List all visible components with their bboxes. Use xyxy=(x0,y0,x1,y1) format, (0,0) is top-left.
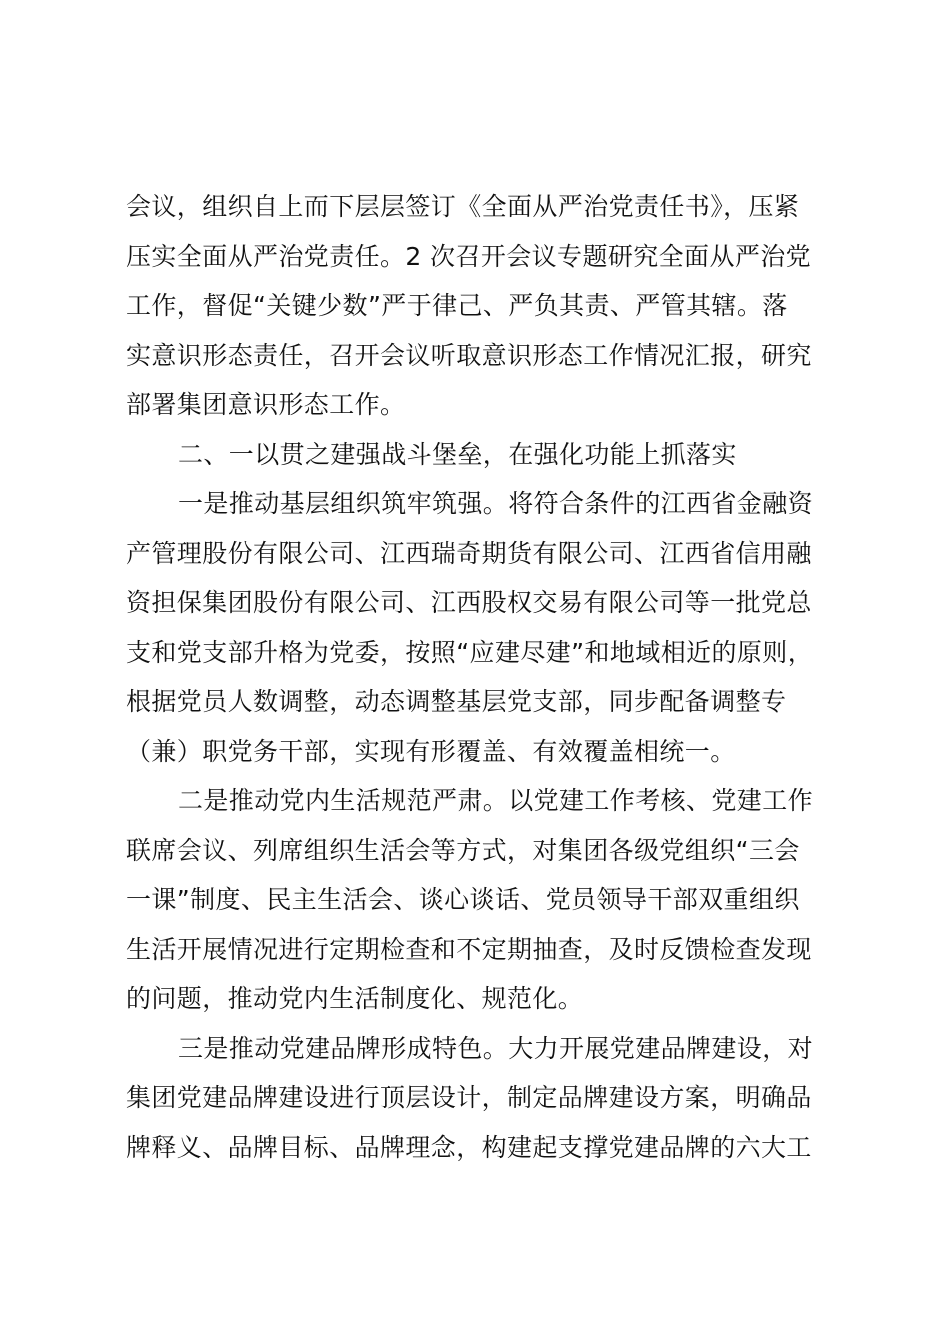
text-line: 产管理股份有限公司、江西瑞奇期货有限公司、江西省信用融 xyxy=(126,538,812,568)
text-line: 生活开展情况进行定期检查和不定期抽查，及时反馈检查发现 xyxy=(126,934,812,964)
text-line: 实意识形态责任，召开会议听取意识形态工作情况汇报，研究 xyxy=(126,340,812,370)
text-line: 资担保集团股份有限公司、江西股权交易有限公司等一批党总 xyxy=(126,588,812,617)
text-line: 支和党支部升格为党委，按照“应建尽建”和地域相近的原则， xyxy=(126,637,814,667)
text-line: 牌释义、品牌目标、品牌理念，构建起支撑党建品牌的六大工 xyxy=(126,1132,812,1162)
text-line: 一课”制度、民主生活会、谈心谈话、党员领导干部双重组织 xyxy=(126,885,800,914)
text-line: 根据党员人数调整，动态调整基层党支部，同步配备调整专 xyxy=(126,687,787,716)
text-line: （兼）职党务干部，实现有形覆盖、有效覆盖相统一。 xyxy=(126,736,736,766)
text-line: 会议，组织自上而下层层签订《全面从严治党责任书》，压紧 xyxy=(126,192,800,221)
body-text xyxy=(126,182,858,1172)
paragraph-first-line: 二是推动党内生活规范严肃。以党建工作考核、党建工作 xyxy=(178,786,814,815)
text-line: 部署集团意识形态工作。 xyxy=(126,390,406,419)
section-heading: 二、一以贯之建强战斗堡垒，在强化功能上抓落实 xyxy=(178,439,737,469)
text-line: 工作，督促“关键少数”严于律己、严负其责、严管其辖。落 xyxy=(126,291,788,320)
text-line: 联席会议、列席组织生活会等方式，对集团各级党组织“三会 xyxy=(126,835,800,865)
text-line: 的问题，推动党内生活制度化、规范化。 xyxy=(126,984,584,1013)
text-line: 集团党建品牌建设进行顶层设计，制定品牌建设方案，明确品 xyxy=(126,1083,812,1112)
text-line: 压实全面从严治党责任。2 次召开会议专题研究全面从严治党 xyxy=(126,241,812,271)
paragraph-first-line: 一是推动基层组织筑牢筑强。将符合条件的江西省金融资 xyxy=(178,489,814,518)
paragraph-first-line: 三是推动党建品牌形成特色。大力开展党建品牌建设，对 xyxy=(178,1033,814,1063)
